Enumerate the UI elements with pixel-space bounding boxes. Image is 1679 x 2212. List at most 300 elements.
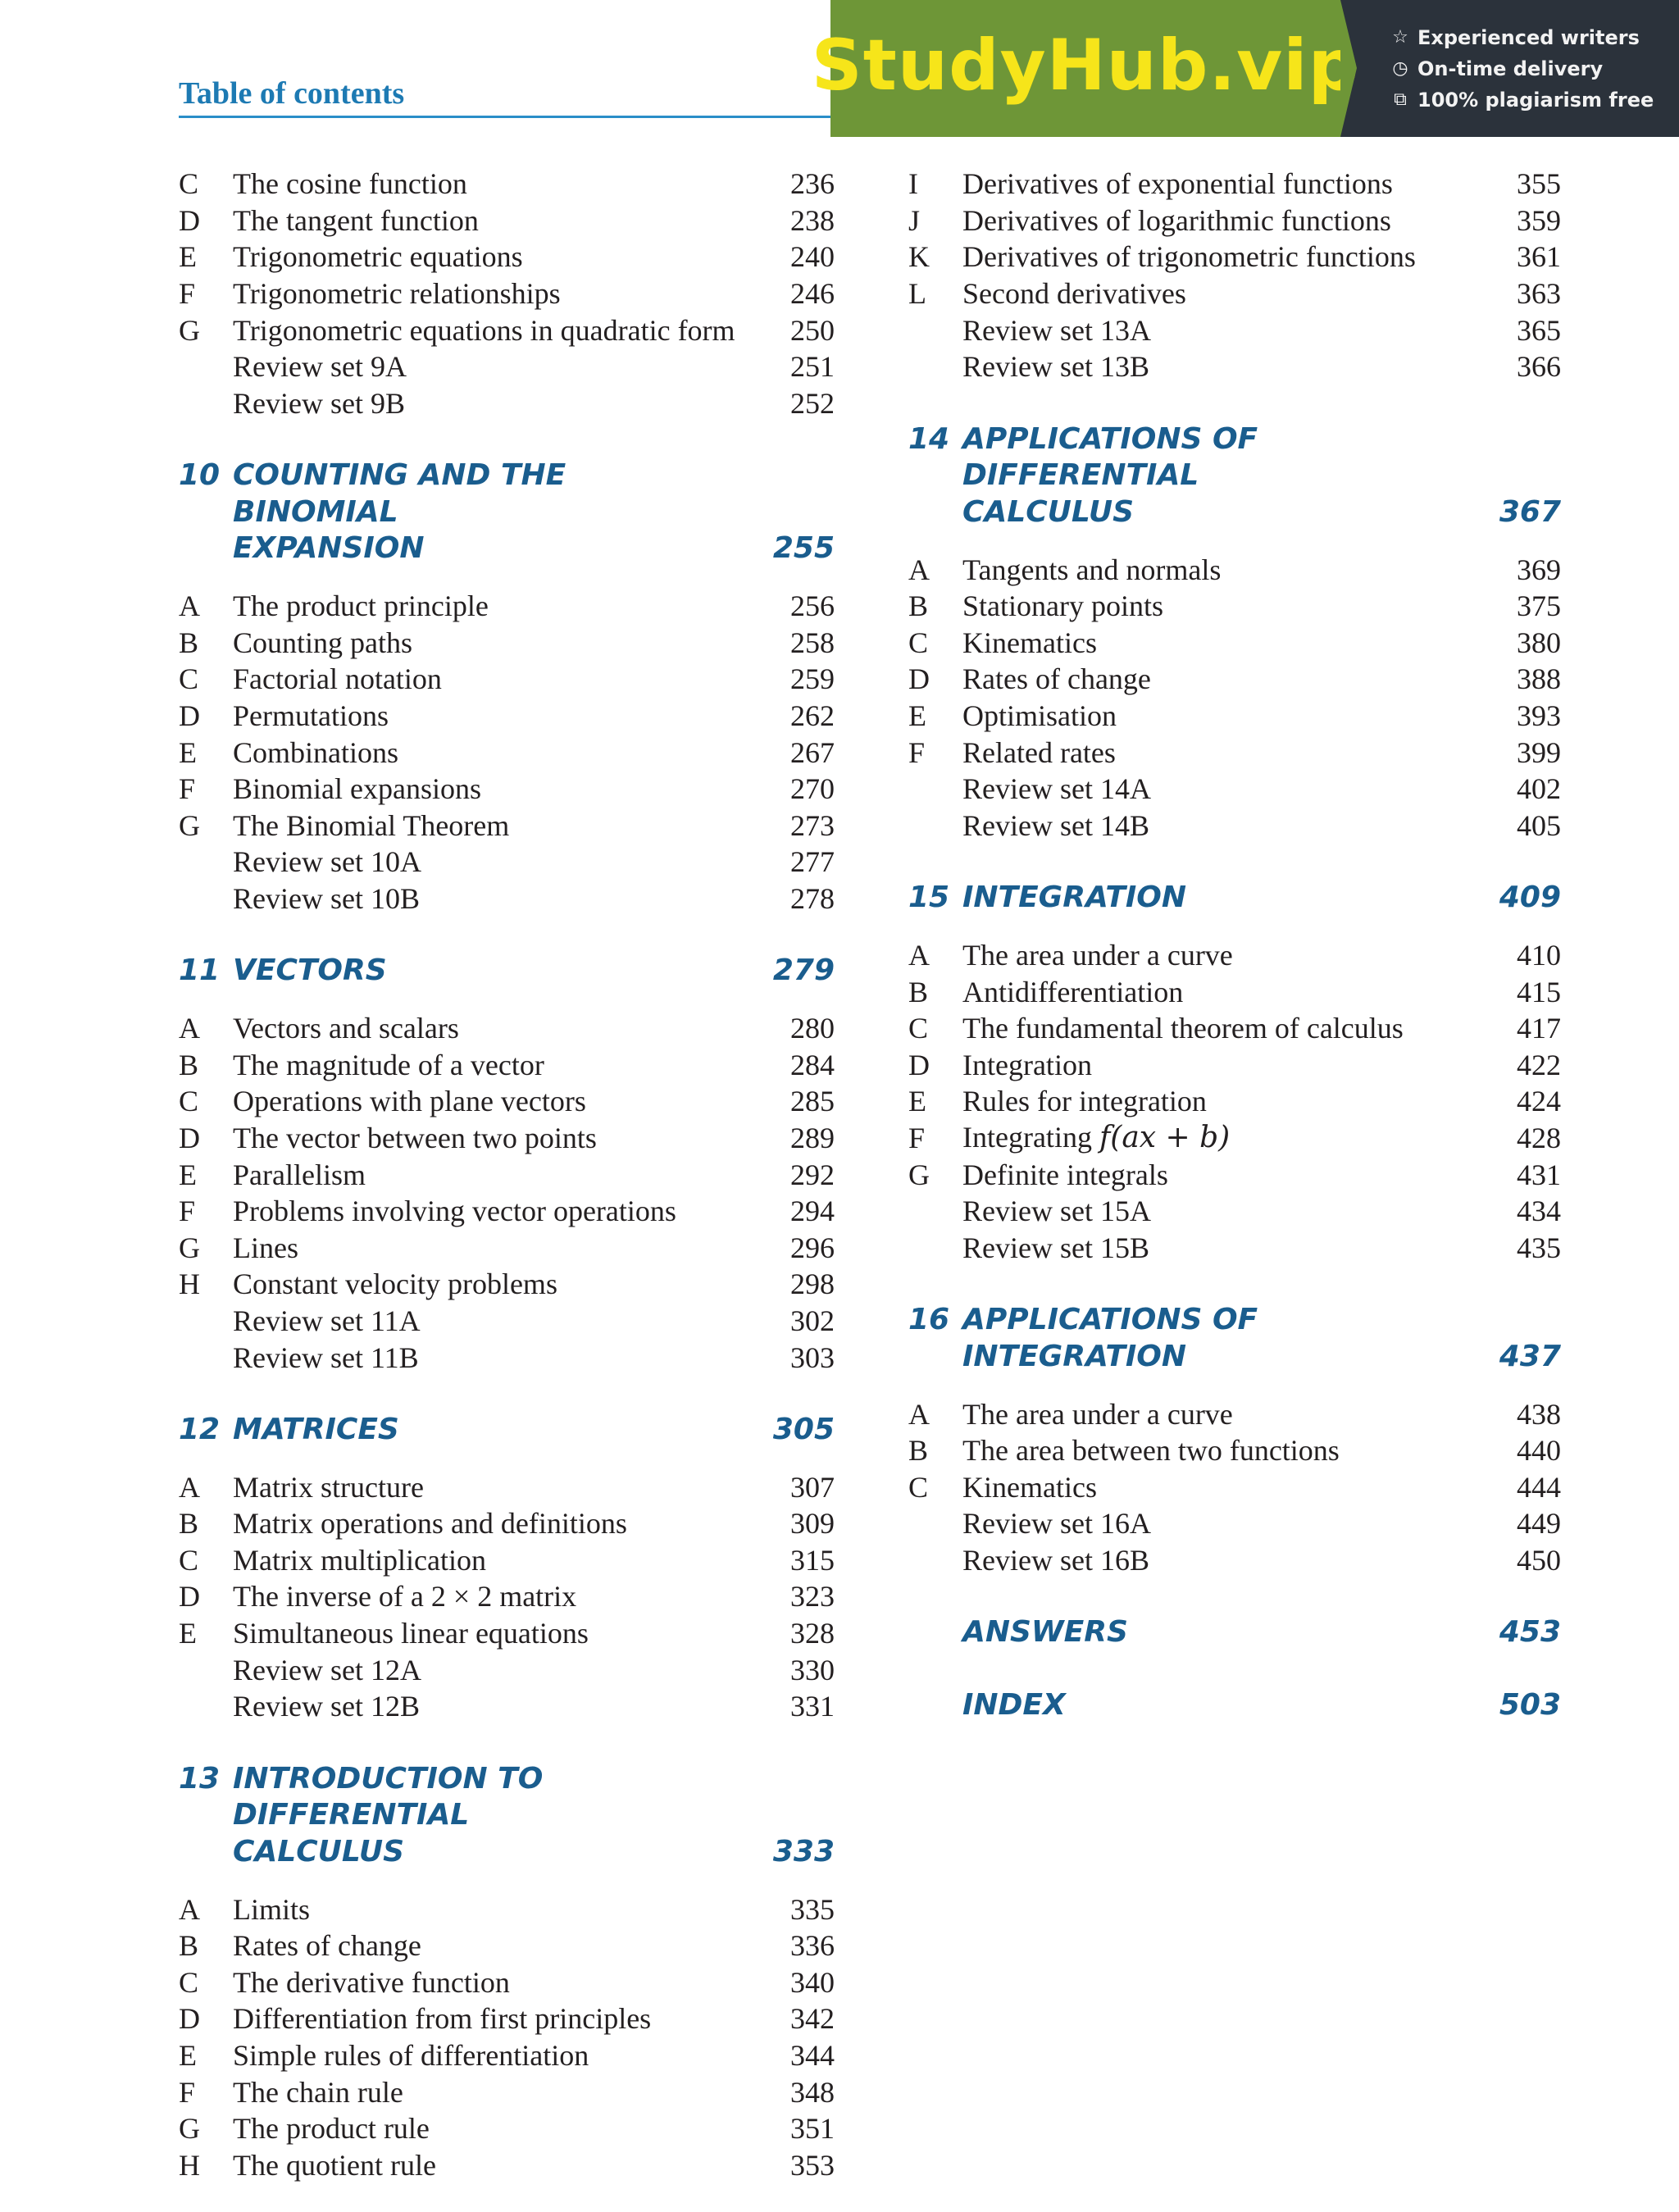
section-title — [962, 1432, 1487, 1468]
chapter-heading[interactable] — [179, 457, 835, 567]
section-title-text: Tangents and normals — [962, 553, 1222, 586]
section-title-text: The magnitude of a vector — [233, 1048, 544, 1081]
section-title — [233, 771, 761, 807]
section-title — [233, 166, 761, 202]
section-title — [233, 312, 761, 348]
toc-entry[interactable] — [179, 2037, 835, 2074]
ad-feature-text: 100% plagiarism free — [1417, 88, 1654, 112]
section-letter: D — [179, 699, 200, 733]
section-title-text: Review set 10A — [233, 845, 421, 879]
section-letter: D — [179, 203, 200, 237]
section-title — [233, 2074, 761, 2110]
page-number: 292 — [790, 1158, 835, 1191]
toc-entry[interactable] — [179, 661, 835, 698]
ad-logo[interactable]: StudyHub.vip — [811, 24, 1360, 107]
chapter-title — [962, 1614, 1463, 1651]
section-title-text: The product principle — [233, 589, 489, 623]
toc-entry[interactable] — [179, 166, 835, 203]
toc-entry[interactable] — [908, 588, 1561, 625]
section-title-text: Lines — [233, 1231, 298, 1264]
page-number: 393 — [1517, 699, 1561, 733]
section-letter: C — [908, 1470, 929, 1504]
chapter-page: 453 — [1499, 1615, 1561, 1650]
ad-logo-panel[interactable] — [811, 0, 1360, 137]
page-number: 388 — [1517, 662, 1561, 696]
chapter-title-text: MATRICES — [233, 1412, 399, 1446]
chapter-title-line: CALCULUS — [233, 1834, 405, 1868]
section-title-text: Simultaneous linear equations — [233, 1617, 589, 1650]
toc-entry[interactable] — [908, 203, 1561, 239]
section-title-text: The Binomial Theorem — [233, 808, 510, 842]
section-letter: E — [179, 240, 197, 274]
ad-feature — [1390, 57, 1679, 80]
page-number: 438 — [1517, 1397, 1561, 1431]
toc-entry[interactable] — [908, 771, 1561, 808]
section-title — [233, 1303, 761, 1339]
section-letter: G — [179, 313, 200, 347]
toc-entry[interactable] — [908, 1432, 1561, 1469]
section-title-text: Matrix operations and definitions — [233, 1507, 627, 1541]
section-title — [233, 203, 761, 239]
page-number: 415 — [1517, 975, 1561, 1008]
page-number: 303 — [790, 1340, 835, 1374]
chapter-title — [233, 1412, 736, 1449]
page-number: 328 — [790, 1617, 835, 1650]
chapter-heading[interactable] — [908, 421, 1561, 531]
chapter-title-text: INTEGRATION — [962, 881, 1187, 915]
page-number: 449 — [1517, 1507, 1561, 1541]
section-title-text: The area under a curve — [962, 938, 1233, 972]
toc-entry[interactable] — [908, 1542, 1561, 1579]
ad-feature — [1390, 26, 1679, 49]
page-number: 278 — [790, 881, 835, 915]
toc-entry[interactable] — [179, 2000, 835, 2037]
section-letter: E — [179, 735, 197, 769]
section-title-math: f(ax + b) — [1099, 1121, 1231, 1155]
section-title — [233, 1469, 761, 1505]
page-number: 422 — [1517, 1048, 1561, 1081]
toc-entry[interactable] — [908, 551, 1561, 588]
section-letter: F — [179, 2075, 196, 2109]
chapter-heading[interactable] — [908, 1302, 1561, 1375]
section-title — [962, 275, 1487, 312]
toc-entry[interactable] — [179, 1010, 835, 1047]
toc-entry[interactable] — [179, 1505, 835, 1542]
chapter-title-text: APPLICATIONS OF INTEGRATION — [962, 1303, 1258, 1373]
toc-entry[interactable] — [908, 937, 1561, 974]
page-number: 365 — [1517, 313, 1561, 347]
page-number: 307 — [790, 1470, 835, 1504]
section-letter: A — [908, 553, 930, 586]
section-letter: J — [908, 203, 921, 237]
toc-entry[interactable] — [908, 1046, 1561, 1083]
section-title — [233, 1120, 761, 1156]
section-title — [962, 203, 1487, 239]
chapter-number — [908, 1614, 962, 1651]
toc-entry[interactable] — [179, 312, 835, 348]
section-title — [233, 808, 761, 844]
section-letter: F — [908, 1121, 926, 1154]
section-title-text: Counting paths — [233, 626, 413, 659]
toc-entry[interactable] — [179, 1046, 835, 1083]
section-title — [233, 881, 761, 917]
section-title-text: The tangent function — [233, 203, 479, 237]
page-number: 323 — [790, 1580, 835, 1613]
section-title — [233, 1340, 761, 1376]
page-number: 417 — [1517, 1012, 1561, 1045]
section-title-text: Integrating — [962, 1121, 1092, 1154]
page-number: 359 — [1517, 203, 1561, 237]
section-title-text: Review set 15A — [962, 1195, 1151, 1228]
page-number: 294 — [790, 1195, 835, 1228]
toc-entry[interactable] — [179, 1928, 835, 1964]
toc-entry[interactable] — [179, 771, 835, 808]
toc-entry[interactable] — [179, 1964, 835, 2001]
toc-entry[interactable] — [179, 2110, 835, 2147]
section-letter: G — [179, 1231, 200, 1264]
toc-entry[interactable] — [908, 625, 1561, 662]
toc-entry[interactable] — [179, 1891, 835, 1928]
ad-feature — [1390, 89, 1679, 112]
section-title — [233, 1615, 761, 1651]
toc-entry[interactable] — [908, 1395, 1561, 1432]
page-number: 375 — [1517, 589, 1561, 623]
chapter-number: 12 — [179, 1412, 221, 1446]
toc-entry[interactable] — [179, 385, 835, 422]
toc-entry[interactable] — [179, 1688, 835, 1725]
section-title-text: Rates of change — [962, 662, 1151, 696]
page-number: 335 — [790, 1892, 835, 1926]
section-title — [962, 312, 1487, 348]
section-title-text: Rates of change — [233, 1929, 421, 1963]
chapter-heading[interactable] — [908, 880, 1561, 917]
toc-entry[interactable] — [908, 1468, 1561, 1505]
page-number: 344 — [790, 2039, 835, 2073]
toc-entry[interactable] — [908, 698, 1561, 735]
section-letter: A — [179, 1470, 200, 1504]
chapter-heading[interactable] — [179, 953, 835, 990]
toc-entry[interactable] — [179, 348, 835, 385]
page-number: 240 — [790, 240, 835, 274]
section-title — [233, 698, 761, 734]
section-title — [962, 588, 1487, 624]
section-title-text: Problems involving vector operations — [233, 1195, 676, 1228]
chapter-title — [962, 1687, 1463, 1724]
page-number: 348 — [790, 2075, 835, 2109]
page-number: 258 — [790, 626, 835, 659]
page-number: 369 — [1517, 553, 1561, 586]
section-title-text: Review set 14B — [962, 808, 1149, 842]
section-title — [962, 348, 1487, 385]
section-letter: C — [908, 626, 929, 659]
section-title — [962, 1542, 1487, 1578]
chapter-title — [233, 953, 736, 990]
section-title — [962, 552, 1487, 588]
section-title — [962, 1083, 1487, 1119]
toc-entry[interactable] — [908, 1229, 1561, 1266]
toc-entry[interactable] — [179, 844, 835, 881]
section-letter: C — [179, 1543, 199, 1577]
section-title — [233, 661, 761, 697]
toc-entry[interactable] — [908, 348, 1561, 385]
toc-entry[interactable] — [179, 734, 835, 771]
section-title — [962, 735, 1487, 771]
section-title — [233, 588, 761, 624]
chapter-title-line: APPLICATIONS OF DIFFERENTIAL — [962, 421, 1258, 493]
page-number: 309 — [790, 1507, 835, 1541]
section-letter: E — [179, 1158, 197, 1191]
section-title-text: Review set 10B — [233, 881, 420, 915]
chapter-title-text: VECTORS — [233, 954, 387, 988]
section-letter: I — [908, 167, 918, 201]
toc-right-column — [908, 166, 1561, 1744]
toc-entry[interactable] — [179, 2073, 835, 2110]
chapter-title-line: COUNTING AND THE BINOMIAL — [233, 458, 566, 529]
chapter-heading[interactable] — [179, 1761, 835, 1871]
section-letter: G — [908, 1158, 930, 1191]
toc-entry[interactable] — [179, 1578, 835, 1615]
section-letter: B — [179, 1929, 199, 1963]
section-title-text: Trigonometric equations in quadratic form — [233, 313, 735, 347]
section-title-text: Review set 12A — [233, 1653, 421, 1686]
page-number: 440 — [1517, 1434, 1561, 1468]
page-number: 302 — [790, 1304, 835, 1337]
section-title-text: Parallelism — [233, 1158, 366, 1191]
page-number: 434 — [1517, 1195, 1561, 1228]
section-title-text: Factorial notation — [233, 662, 442, 696]
toc-entry[interactable] — [179, 1193, 835, 1230]
chapter-number: 10 — [179, 458, 221, 493]
page-number: 424 — [1517, 1085, 1561, 1118]
page-title: Table of contents — [179, 76, 405, 111]
toc-entry[interactable] — [179, 1156, 835, 1193]
page-number: 405 — [1517, 808, 1561, 842]
chapter-title — [233, 1761, 736, 1871]
section-title-text: The derivative function — [233, 1965, 510, 1999]
section-title — [233, 239, 761, 275]
page-number: 246 — [790, 277, 835, 311]
section-title-text: Review set 12B — [233, 1690, 420, 1723]
section-title — [233, 1266, 761, 1302]
toc-entry[interactable] — [179, 698, 835, 735]
toc-entry[interactable] — [179, 1651, 835, 1688]
chapter-page: 255 — [772, 531, 835, 566]
chapter-title — [962, 421, 1463, 531]
section-title — [962, 1230, 1487, 1266]
ad-banner[interactable] — [811, 0, 1679, 137]
toc-entry[interactable] — [179, 1615, 835, 1652]
section-title — [233, 1083, 761, 1119]
toc-entry[interactable] — [179, 203, 835, 239]
toc-entry[interactable] — [908, 973, 1561, 1010]
section-title — [962, 1193, 1487, 1229]
section-title-text: The cosine function — [233, 167, 467, 201]
section-title-text: Kinematics — [962, 1470, 1097, 1504]
chapter-title-line: INTRODUCTION TO DIFFERENTIAL — [233, 1761, 544, 1832]
section-title — [962, 1157, 1487, 1193]
section-title-text: Kinematics — [962, 626, 1097, 659]
page-number: 289 — [790, 1121, 835, 1154]
chapter-heading[interactable] — [908, 1614, 1561, 1651]
toc-entry[interactable] — [179, 1542, 835, 1579]
toc-left-column — [179, 166, 835, 2183]
toc-entry[interactable] — [179, 1083, 835, 1120]
chapter-page: 305 — [772, 1412, 835, 1446]
header-rule — [179, 116, 835, 118]
chapter-page: 409 — [1499, 881, 1561, 915]
toc-entry[interactable] — [908, 1156, 1561, 1193]
toc-entry[interactable] — [179, 239, 835, 275]
toc-entry[interactable] — [179, 1266, 835, 1303]
section-letter: E — [908, 1085, 926, 1118]
chapter-number: 14 — [908, 421, 950, 456]
page-number: 380 — [1517, 626, 1561, 659]
toc-entry[interactable] — [179, 275, 835, 312]
ad-feature-text: Experienced writers — [1417, 25, 1640, 49]
section-title — [962, 808, 1487, 844]
chapter-title-line: CALCULUS — [962, 494, 1135, 529]
toc-entry[interactable] — [179, 808, 835, 844]
page-number: 450 — [1517, 1543, 1561, 1577]
section-title-text: Review set 9B — [233, 386, 405, 420]
toc-entry[interactable] — [179, 588, 835, 625]
section-letter: E — [179, 2039, 197, 2073]
toc-entry[interactable] — [179, 2147, 835, 2184]
toc-entry[interactable] — [908, 808, 1561, 844]
section-letter: B — [908, 589, 929, 623]
page-number: 270 — [790, 772, 835, 806]
chapter-page: 437 — [1499, 1339, 1561, 1373]
section-title-text: Review set 11A — [233, 1304, 421, 1337]
section-title — [962, 1047, 1487, 1083]
page-number: 280 — [790, 1012, 835, 1045]
page-number: 236 — [790, 167, 835, 201]
section-title-text: Review set 9A — [233, 350, 407, 384]
section-title — [962, 937, 1487, 973]
chapter-title — [233, 457, 736, 567]
chapter-heading[interactable] — [179, 1412, 835, 1449]
chapter-title — [962, 880, 1463, 917]
page-number: 296 — [790, 1231, 835, 1264]
section-title — [233, 2110, 761, 2146]
copy-icon: ⧉ — [1394, 89, 1407, 110]
toc-entry[interactable] — [179, 1339, 835, 1376]
toc-entry[interactable] — [908, 1505, 1561, 1542]
section-letter: C — [179, 662, 199, 696]
section-letter: B — [179, 1048, 199, 1081]
section-title — [233, 385, 761, 421]
section-title-text: Matrix multiplication — [233, 1543, 486, 1577]
section-title — [233, 348, 761, 385]
toc-entry[interactable] — [908, 1083, 1561, 1120]
section-title-text: Rules for integration — [962, 1085, 1207, 1118]
section-title-text: Antidifferentiation — [962, 975, 1184, 1008]
section-title — [233, 1652, 761, 1688]
section-title — [962, 974, 1487, 1010]
ad-features — [1340, 0, 1679, 137]
section-title — [233, 1578, 761, 1614]
toc-entry[interactable] — [179, 1229, 835, 1266]
section-title-text: Derivatives of trigonometric functions — [962, 240, 1416, 274]
page-number: 331 — [790, 1690, 835, 1723]
section-title-text: Limits — [233, 1892, 311, 1926]
section-title-text: Definite integrals — [962, 1158, 1168, 1191]
section-title-text: Constant velocity problems — [233, 1268, 557, 1301]
toc-entry[interactable] — [908, 1193, 1561, 1230]
section-title-text: Review set 16A — [962, 1507, 1151, 1541]
chapter-number: 11 — [179, 954, 221, 988]
chapter-title-text: ANSWERS — [962, 1615, 1128, 1650]
toc-entry[interactable] — [908, 734, 1561, 771]
toc-entry[interactable] — [179, 881, 835, 917]
star-icon: ☆ — [1392, 27, 1408, 48]
section-title — [233, 2037, 761, 2073]
section-letter: A — [179, 589, 200, 623]
toc-entry[interactable] — [908, 1120, 1561, 1157]
toc-entry[interactable] — [179, 625, 835, 662]
section-letter: B — [179, 1507, 199, 1541]
section-letter: C — [179, 167, 199, 201]
chapter-number: 16 — [908, 1303, 950, 1337]
section-title — [962, 1010, 1487, 1046]
section-title-text: The area under a curve — [962, 1397, 1233, 1431]
section-title — [233, 1193, 761, 1229]
section-title — [962, 1119, 1487, 1156]
toc-entry[interactable] — [908, 239, 1561, 275]
section-letter: D — [179, 1580, 200, 1613]
section-title-text: Optimisation — [962, 699, 1117, 733]
chapter-heading[interactable] — [908, 1687, 1561, 1724]
toc-entry[interactable] — [179, 1303, 835, 1340]
page-number: 315 — [790, 1543, 835, 1577]
section-letter: A — [908, 938, 930, 972]
section-title-text: Review set 14A — [962, 772, 1151, 806]
toc-entry[interactable] — [908, 166, 1561, 203]
page-number: 428 — [1517, 1121, 1561, 1154]
section-title — [233, 1891, 761, 1928]
section-letter: E — [179, 1617, 197, 1650]
page-number: 355 — [1517, 167, 1561, 201]
page-number: 402 — [1517, 772, 1561, 806]
section-letter: L — [908, 277, 926, 311]
page-number: 399 — [1517, 735, 1561, 769]
section-letter: B — [908, 975, 929, 1008]
page-number: 250 — [790, 313, 835, 347]
section-title-text: Operations with plane vectors — [233, 1085, 586, 1118]
section-letter: C — [179, 1085, 199, 1118]
section-title — [233, 2147, 761, 2183]
toc-entry[interactable] — [179, 1468, 835, 1505]
chapter-title-text: INDEX — [962, 1687, 1066, 1722]
section-title-text: Trigonometric equations — [233, 240, 523, 274]
page-number: 363 — [1517, 277, 1561, 311]
toc-entry[interactable] — [908, 312, 1561, 348]
page-number: 252 — [790, 386, 835, 420]
section-title-text: Stationary points — [962, 589, 1163, 623]
section-title — [962, 625, 1487, 661]
toc-entry[interactable] — [908, 1010, 1561, 1047]
section-title-text: Matrix structure — [233, 1470, 424, 1504]
toc-entry[interactable] — [908, 275, 1561, 312]
toc-entry[interactable] — [179, 1120, 835, 1157]
page-number: 259 — [790, 662, 835, 696]
section-title-text: Review set 15B — [962, 1231, 1149, 1264]
section-title-text: Derivatives of logarithmic functions — [962, 203, 1391, 237]
toc-entry[interactable] — [908, 661, 1561, 698]
section-title-text: Review set 16B — [962, 1543, 1149, 1577]
page-number: 342 — [790, 2002, 835, 2036]
section-title — [233, 1230, 761, 1266]
